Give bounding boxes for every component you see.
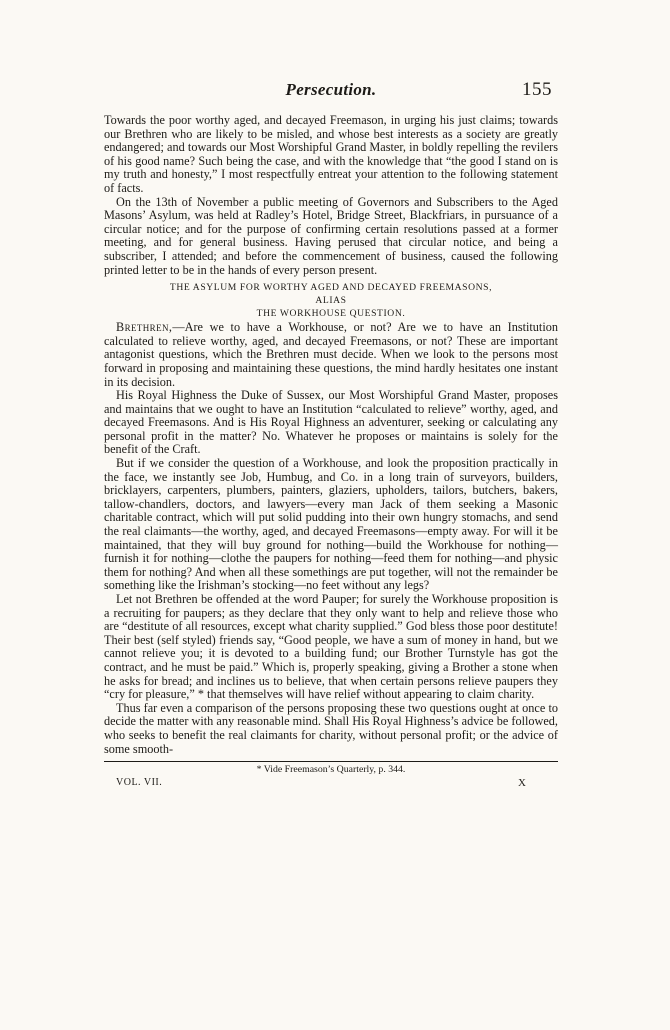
- paragraph-3: [104, 321, 558, 389]
- footnote: * Vide Freemason’s Quarterly, p. 344.: [256, 764, 406, 776]
- signature-mark: X: [518, 777, 526, 790]
- letter-heading-subtitle: THE WORKHOUSE QUESTION.: [256, 308, 406, 320]
- running-header: [104, 80, 558, 106]
- paragraph-6: Let not Brethren be offended at the word Pauper; for surely the Workhouse proposition is a recruiting for paupers; as they declare that they only want to help and relieve those who are “destitute of all resources, except what charity supplied.” God bless those poor destitute! Their best (self styled) friends say, “Good people, we have a sum of money in hand, but we cannot relieve you; it is devoted to a building fund; our Brother Turnstyle has got the contract, and he must be paid.” Which is, properly speaking, giving a Brother a stone when he asks for bread; and inclines us to believe, that when certain persons relieve paupers they “cry for pleasure,” * that themselves will have relief without appearing to claim charity.: [104, 592, 558, 702]
- paragraph-7: Thus far even a comparison of the persons proposing these two questions ought at once to decide the matter with any reasonable mind. Shall His Royal Highness’s advice be followed, who seeks to benefit the real claimants for charity, without personal profit; or the advice of some smooth-: [104, 700, 558, 756]
- paragraph-3-body: —Are we to have a Workhouse, or not? Are we to have an Institution calculated to relieve worthy, aged, and decayed Freemasons, or not? These are important antagonist questions, which the Brethren must decide. When we look to the persons most forward in proposing and maintaining these questions, the mind hardly hesitates one instant in its decision.: [104, 320, 558, 389]
- running-title: Persecution.: [285, 80, 377, 99]
- salutation: Brethren,: [116, 320, 173, 335]
- footnote-rule: [104, 761, 558, 762]
- signature-line: [104, 777, 558, 791]
- paragraph-5: But if we consider the question of a Workhouse, and look the proposition practically in the face, we instantly see Job, Humbug, and Co. in a long train of surveyors, builders, bricklayers, carpenters, plumbers, painters, glaziers, upholders, tailors, butchers, bakers, tallow-chandlers, doctors, and lawyers—every man Jack of them seeking a Masonic charitable contract, which will put solid pudding into their own hungry stomachs, and send the real claimants—the worthy, aged, and decayed Freemasons—empty away. For will it be maintained, that they will buy ground for nothing—build the Workhouse for nothing—furnish it for nothing—clothe the paupers for nothing—feed them for nothing—and physic them for nothing? And when all these somethings are put together, will not the remainder be something like the Irishman’s stocking—no feet without any legs?: [104, 456, 558, 593]
- page-number: 155: [522, 79, 552, 100]
- document-page: [104, 80, 558, 791]
- paragraph-1: Towards the poor worthy aged, and decayed Freemason, in urging his just claims; towards our Brethren who are likely to be misled, and whose best interests as a society are greatly endangered; and towards our Most Worshipful Grand Master, in boldly repelling the revilers of his good name? Such being the case, and with the knowledge that “the good I stand on is my truth and honesty,” I most respectfully entreat your attention to the following statement of facts.: [104, 113, 558, 195]
- letter-heading-alias: ALIAS: [315, 295, 347, 307]
- paragraph-4: His Royal Highness the Duke of Sussex, our Most Worshipful Grand Master, proposes and maintains that we ought to have an Institution “calculated to relieve” worthy, aged, and decayed Freemasons. And is His Royal Highness an adventurer, seeking or calculating any personal profit in the matter? No. Whatever he proposes or maintains is solely for the benefit of the Craft.: [104, 388, 558, 457]
- volume-signature: VOL. VII.: [116, 777, 163, 789]
- letter-heading-title: THE ASYLUM FOR WORTHY AGED AND DECAYED FREEMASONS,: [169, 282, 493, 294]
- paragraph-2: On the 13th of November a public meeting of Governors and Subscribers to the Aged Masons’ Asylum, was held at Radley’s Hotel, Bridge Street, Blackfriars, in pursuance of a circular notice; and for the purpose of confirming certain resolutions passed at a former meeting, and for general business. Having perused that circular notice, and being a subscriber, I attended; and before the commencement of business, caused the following printed letter to be in the hands of every person present.: [104, 194, 558, 277]
